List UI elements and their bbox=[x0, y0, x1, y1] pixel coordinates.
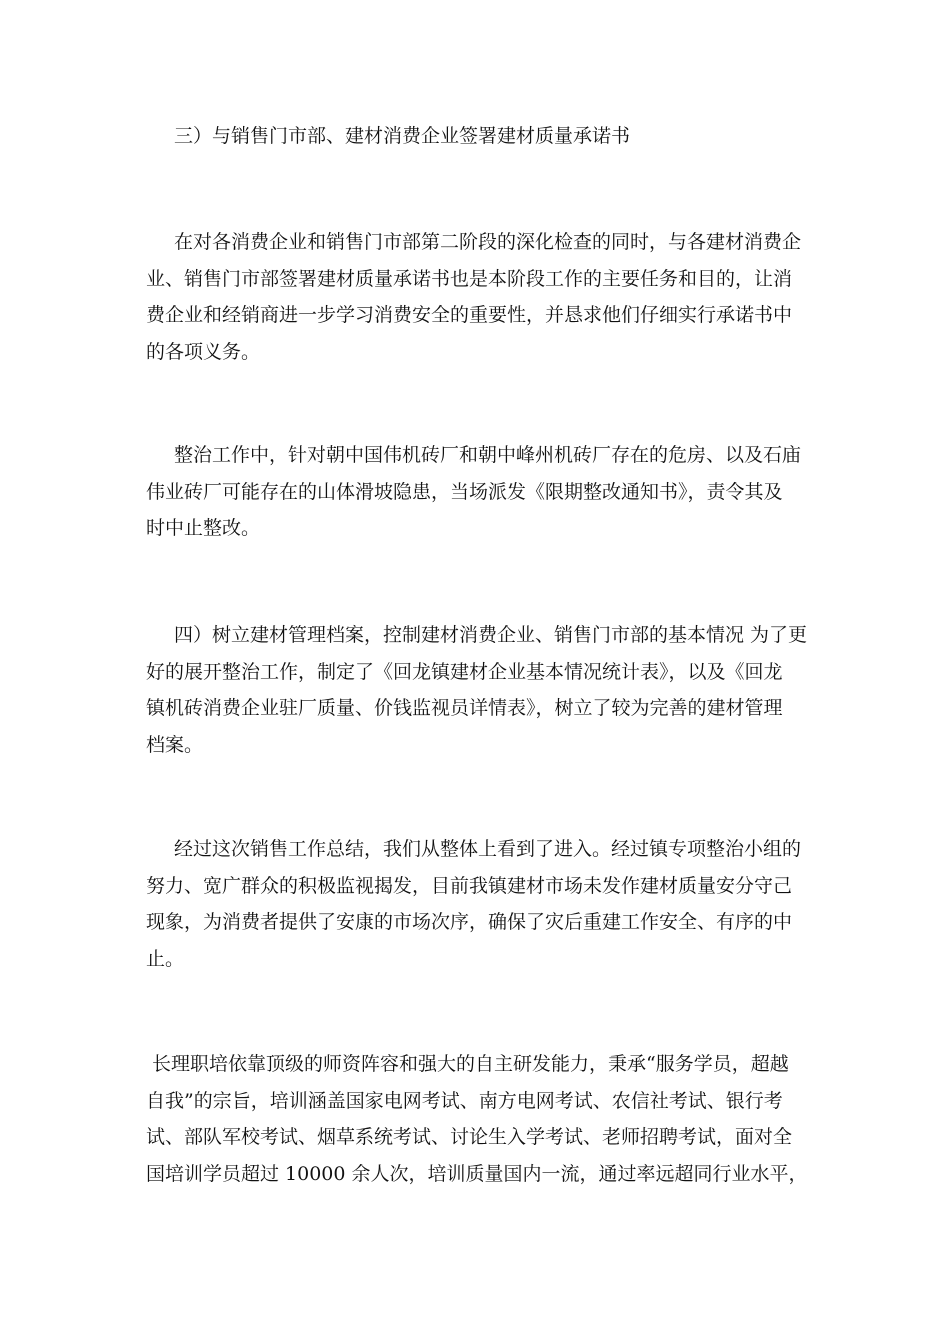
text-line: 的各项义务。 bbox=[146, 340, 261, 363]
text-line: 整治工作中，针对朝中国伟机砖厂和朝中峰州机砖厂存在的危房、以及石庙 bbox=[174, 444, 802, 466]
section-heading-3 bbox=[146, 118, 811, 155]
text-line: 好的展开整治工作，制定了《回龙镇建材企业基本情况统计表》，以及《回龙 bbox=[146, 660, 783, 683]
text-line: 费企业和经销商进一步学习消费安全的重要性，并恳求他们仔细实行承诺书中 bbox=[146, 304, 793, 326]
section-heading-4 bbox=[146, 617, 811, 763]
text-line: 国培训学员超过 10000 余人次，培训质量国内一流，通过率远超同行业水平， bbox=[146, 1162, 808, 1185]
paragraph-summary bbox=[146, 831, 811, 977]
text-line: 试、部队军校考试、烟草系统考试、讨论生入学考试、老师招聘考试，面对全 bbox=[146, 1126, 793, 1148]
text-line: 长理职培依靠顶级的师资阵容和强大的自主研发能力，秉承“服务学员，超越 bbox=[152, 1053, 789, 1075]
paragraph-commitment bbox=[146, 224, 811, 370]
text-line: 四）树立建材管理档案，控制建材消费企业、销售门市部的基本情况 为了更 bbox=[174, 624, 808, 646]
text-line: 经过这次销售工作总结，我们从整体上看到了进入。经过镇专项整治小组的 bbox=[174, 838, 802, 860]
text-line: 时中止整改。 bbox=[146, 517, 261, 539]
text-line: 三）与销售门市部、建材消费企业签署建材质量承诺书 bbox=[174, 125, 631, 147]
text-line: 现象，为消费者提供了安康的市场次序，确保了灾后重建工作安全、有序的中 bbox=[146, 911, 793, 933]
paragraph-rectification bbox=[146, 437, 811, 547]
text-line: 伟业砖厂可能存在的山体滑坡隐患，当场派发《限期整改通知书》，责令其及 bbox=[146, 480, 783, 503]
text-line: 自我”的宗旨，培训涵盖国家电网考试、南方电网考试、农信社考试、银行考 bbox=[146, 1089, 783, 1112]
paragraph-advertisement bbox=[146, 1046, 811, 1192]
text-line: 镇机砖消费企业驻厂质量、价钱监视员详情表》，树立了较为完善的建材管理 bbox=[146, 697, 783, 719]
text-line: 业、销售门市部签署建材质量承诺书也是本阶段工作的主要任务和目的，让消 bbox=[146, 267, 793, 290]
text-line: 止。 bbox=[146, 947, 185, 970]
text-line: 在对各消费企业和销售门市部第二阶段的深化检查的同时，与各建材消费企 bbox=[174, 231, 802, 253]
text-line: 努力、宽广群众的积极监视揭发，目前我镇建材市场未发作建材质量安分守己 bbox=[146, 874, 793, 897]
text-line: 档案。 bbox=[146, 733, 204, 756]
